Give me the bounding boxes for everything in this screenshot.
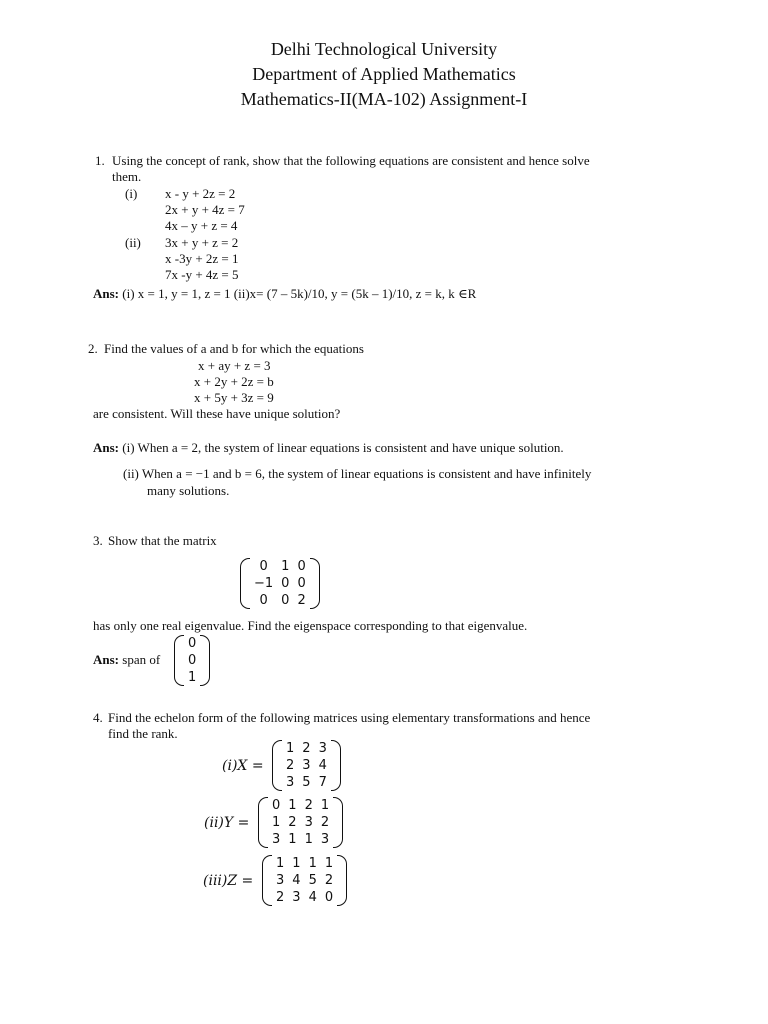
department-title: Department of Applied Mathematics — [252, 64, 516, 84]
matrix-cell: 1 — [308, 856, 317, 871]
matrix-cell: −1 — [254, 576, 274, 591]
matrix-cell: 3 — [318, 741, 327, 756]
matrix-y — [258, 797, 343, 848]
matrix-cell: 0 — [297, 576, 306, 591]
matrix-cell: 0 — [259, 593, 268, 608]
matrix-cell: 3 — [286, 775, 295, 790]
q3-answer-text: span of — [122, 652, 161, 667]
q3-answer-label: Ans: — [93, 652, 120, 667]
q3-answer-vector — [174, 635, 210, 686]
q4-number: 4. — [93, 710, 103, 725]
assignment-title: Mathematics-II(MA-102) Assignment-I — [240, 89, 528, 109]
matrix-cell: 1 — [286, 741, 295, 756]
matrix-cell: 3 — [304, 815, 313, 830]
q1-part1-eq3: 4x – y + z = 4 — [165, 218, 238, 233]
matrix-cell: 1 — [320, 798, 330, 813]
matrix-cell: 3 — [272, 832, 281, 847]
university-title: Delhi Technological University — [270, 39, 498, 59]
q4-text-line1: Find the echelon form of the following matrices using elementary transformations and hence — [108, 710, 591, 725]
q1-part1-eq2: 2x + y + 4z = 7 — [165, 202, 245, 217]
q1-answer — [93, 286, 476, 302]
matrix-cell: 0 — [272, 798, 281, 813]
q1-part1-eq1: x - y + 2z = 2 — [165, 186, 236, 201]
matrix-cell: 4 — [292, 873, 301, 888]
q2-number: 2. — [88, 341, 98, 356]
q1-part2-label: (ii) — [125, 235, 141, 250]
q4-text-line2: find the rank. — [108, 726, 178, 741]
q1-text-line1: Using the concept of rank, show that the following equations are consistent and hence solve — [112, 153, 590, 168]
q3-text2: has only one real eigenvalue. Find the eigenspace corresponding to that eigenvalue. — [93, 618, 528, 633]
matrix-cell: 1 — [324, 856, 334, 871]
matrix-cell: 3 — [302, 758, 311, 773]
matrix-cell: 5 — [302, 775, 311, 790]
matrix-cell: 2 — [288, 815, 297, 830]
matrix-cell: 0 — [281, 576, 290, 591]
matrix-cell: 1 — [288, 832, 297, 847]
q1-answer-label: Ans: — [93, 286, 120, 301]
q3-answer — [93, 652, 160, 668]
q1-part2-eq3: 7x -y + 4z = 5 — [165, 267, 239, 282]
q3-number: 3. — [93, 533, 103, 548]
matrix-cell: 5 — [308, 873, 317, 888]
matrix-x-label: (i)X = — [222, 758, 264, 774]
matrix-cell: 1 — [304, 832, 313, 847]
q2-answer-ii-line2: many solutions. — [147, 483, 230, 498]
matrix-cell: 2 — [304, 798, 313, 813]
q2-eq2: x + 2y + 2z = b — [194, 374, 274, 389]
q2-answer-ii-line1: (ii) When a = −1 and b = 6, the system of linear equations is consistent and have infinitely — [123, 466, 592, 481]
matrix-cell: 1 — [288, 798, 297, 813]
matrix-z-label: (iii)Z = — [203, 873, 254, 889]
q3-text: Show that the matrix — [108, 533, 217, 548]
matrix-cell: 2 — [320, 815, 330, 830]
vector-cell: 0 — [188, 636, 197, 651]
q1-part1-label: (i) — [125, 186, 138, 201]
matrix-x — [272, 740, 341, 791]
q2-text2: are consistent. Will these have unique solution? — [93, 406, 341, 421]
q1-part2-eq2: x -3y + 2z = 1 — [165, 251, 239, 266]
matrix-cell: 2 — [297, 593, 306, 608]
matrix-z — [262, 855, 347, 906]
matrix-cell: 0 — [324, 890, 334, 905]
matrix-cell: 2 — [276, 890, 285, 905]
q1-answer-text: (i) x = 1, y = 1, z = 1 (ii)x= (7 – 5k)/10, y = (5k – 1)/10, z = k, k ∈R — [122, 286, 477, 301]
matrix-cell: 2 — [302, 741, 311, 756]
q1-number: 1. — [95, 153, 105, 168]
q2-eq1: x + ay + z = 3 — [198, 358, 271, 373]
vector-cell: 1 — [188, 670, 197, 685]
matrix-cell: 0 — [281, 593, 290, 608]
q1-part2-eq1: 3x + y + z = 2 — [165, 235, 239, 250]
matrix-cell: 1 — [281, 559, 290, 574]
matrix-cell: 3 — [292, 890, 301, 905]
q1-text-line2: them. — [112, 169, 142, 184]
matrix-cell: 2 — [324, 873, 334, 888]
matrix-cell: 3 — [276, 873, 285, 888]
matrix-cell: 1 — [272, 815, 281, 830]
matrix-cell: 1 — [276, 856, 285, 871]
q2-answer-i: (i) When a = 2, the system of linear equations is consistent and have unique solution. — [122, 440, 564, 455]
q2-text: Find the values of a and b for which the equations — [104, 341, 364, 356]
matrix-cell: 7 — [318, 775, 327, 790]
q3-matrix — [240, 558, 320, 609]
matrix-cell: 3 — [320, 832, 330, 847]
matrix-cell: 0 — [297, 559, 306, 574]
matrix-cell: 4 — [308, 890, 317, 905]
q2-answer-label: Ans: — [93, 440, 120, 455]
matrix-cell: 1 — [292, 856, 301, 871]
q2-answer — [93, 440, 564, 456]
matrix-cell: 2 — [286, 758, 295, 773]
matrix-y-label: (ii)Y = — [204, 815, 250, 831]
matrix-cell: 0 — [259, 559, 268, 574]
vector-cell: 0 — [188, 653, 197, 668]
q2-eq3: x + 5y + 3z = 9 — [194, 390, 274, 405]
matrix-cell: 4 — [318, 758, 327, 773]
